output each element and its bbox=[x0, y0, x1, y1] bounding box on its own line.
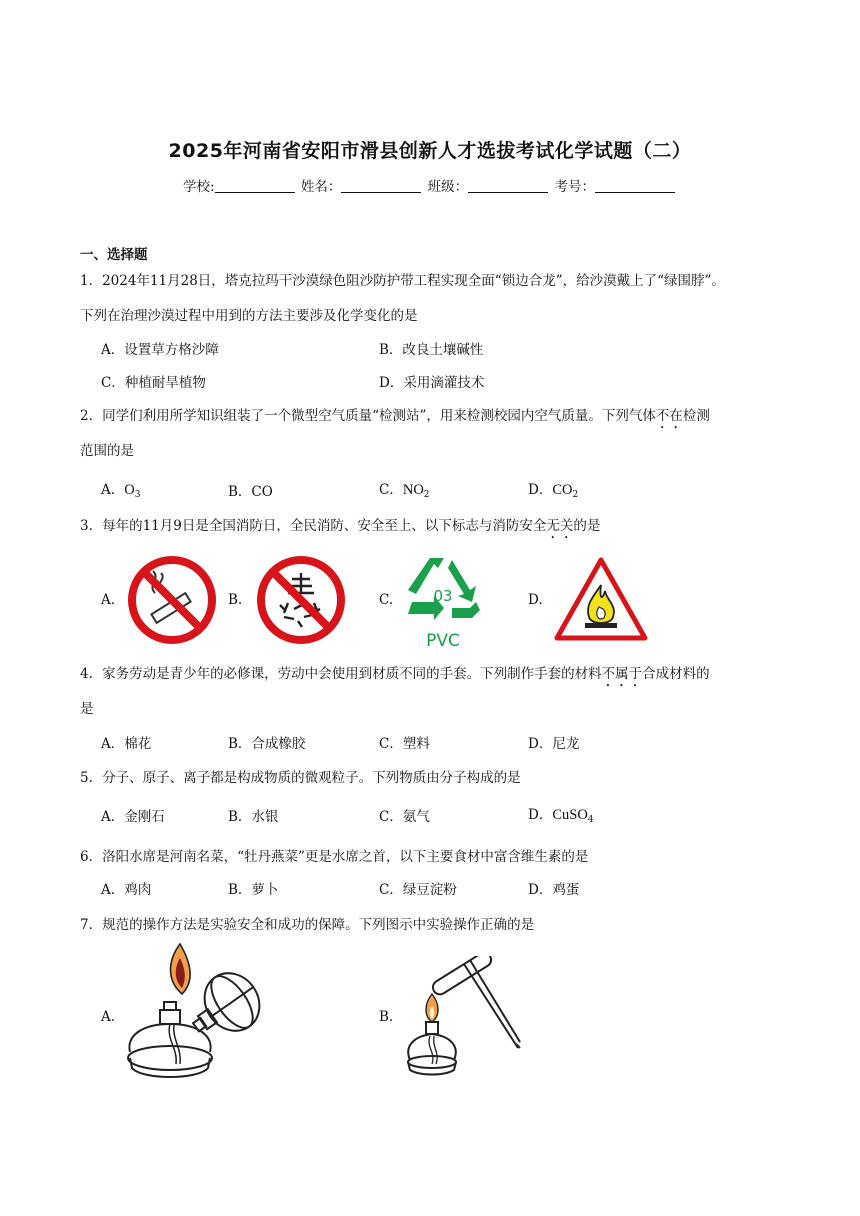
q6-option-d: D．鸡蛋 bbox=[528, 882, 580, 898]
q2-a-prefix: A． bbox=[101, 482, 125, 498]
q6-option-b: B．萝卜 bbox=[228, 882, 279, 898]
q4-option-d: D．尼龙 bbox=[528, 736, 580, 752]
student-info-row bbox=[0, 175, 860, 195]
recycle-label: PVC bbox=[426, 631, 460, 651]
q4-stem-tail: 合成材料的 bbox=[642, 666, 710, 682]
q5-d-prefix: D． bbox=[528, 807, 553, 823]
q2-stem-tail: 检测 bbox=[682, 408, 710, 424]
flammable-warning-sign-icon bbox=[553, 555, 649, 643]
q4-stem-line2: 是 bbox=[80, 701, 94, 717]
q1-option-a: A．设置草方格沙障 bbox=[101, 342, 219, 358]
q5-option-a: A．金刚石 bbox=[101, 809, 165, 825]
q5-stem: 5．分子、原子、离子都是构成物质的微观粒子。下列物质由分子构成的是 bbox=[80, 770, 521, 786]
q2-a-formula: O bbox=[124, 482, 135, 498]
q6-stem: 6．洛阳水席是河南名菜，“牡丹燕菜”更是水席之首，以下主要食材中富含维生素的是 bbox=[80, 849, 589, 865]
school-blank bbox=[215, 178, 295, 193]
q2-stem-text: 2．同学们利用所学知识组装了一个微型空气质量“检测站”，用来检测校园内空气质量。下列气体 bbox=[80, 408, 656, 424]
q2-c-formula: NO bbox=[402, 482, 424, 498]
q5-d-subscript: 4 bbox=[587, 815, 594, 825]
q2-d-subscript: 2 bbox=[572, 490, 579, 500]
q1-option-d: D．采用滴灌技术 bbox=[379, 375, 485, 391]
q2-option-b: B．CO bbox=[228, 484, 273, 500]
q2-a-subscript: 3 bbox=[134, 490, 141, 500]
name-label: 姓名： bbox=[300, 179, 342, 195]
q4-emphasis: 不属于 bbox=[601, 666, 643, 682]
name-blank bbox=[341, 178, 421, 193]
q4-option-a: A．棉花 bbox=[101, 736, 152, 752]
q2-option-c bbox=[379, 478, 430, 500]
q2-d-prefix: D． bbox=[528, 482, 553, 498]
q3-option-d-label: D. bbox=[528, 592, 543, 608]
q2-stem-line1 bbox=[80, 404, 790, 432]
q3-option-c-label: C. bbox=[379, 592, 394, 608]
q2-d-formula: CO bbox=[552, 482, 573, 498]
q7-stem: 7．规范的操作方法是实验安全和成功的保障。下列图示中实验操作正确的是 bbox=[80, 917, 535, 933]
q1-option-b: B．改良土壤碱性 bbox=[379, 342, 484, 358]
q1-stem-line1: 1．2024年11月28日，塔克拉玛干沙漠绿色阻沙防护带工程实现全面“锁边合龙”，给沙漠戴上了“绿围脖”。 bbox=[80, 273, 725, 289]
q4-stem-line1 bbox=[80, 662, 790, 690]
recycle-code: 03 bbox=[433, 587, 453, 605]
q3-stem-text: 3．每年的11月9日是全国消防日，全民消防、安全至上、以下标志与消防安全 bbox=[80, 518, 547, 534]
q7-option-a-label: A. bbox=[101, 1009, 116, 1025]
q6-option-a: A．鸡肉 bbox=[101, 882, 152, 898]
page-title: 2025年河南省安阳市滑县创新人才选拔考试化学试题（二） bbox=[168, 140, 692, 162]
section-heading: 一、选择题 bbox=[80, 247, 148, 263]
q2-option-a bbox=[101, 478, 140, 500]
pvc-recycling-symbol-icon bbox=[400, 550, 486, 652]
q1-stem-line2: 下列在治理沙漠过程中用到的方法主要涉及化学变化的是 bbox=[80, 308, 418, 324]
q5-option-c: C．氨气 bbox=[379, 809, 430, 825]
q3-stem-tail: 的是 bbox=[573, 518, 601, 534]
q6-option-c: C．绿豆淀粉 bbox=[379, 882, 457, 898]
q5-option-b: B．水银 bbox=[228, 809, 279, 825]
exam-no-blank bbox=[595, 178, 675, 193]
q3-option-a-label: A. bbox=[101, 592, 116, 608]
q3-option-b-label: B. bbox=[228, 592, 243, 608]
no-fireworks-sign-icon bbox=[254, 555, 348, 645]
q4-option-c: C．塑料 bbox=[379, 736, 430, 752]
q3-emphasis: 无关 bbox=[546, 518, 574, 534]
alcohol-lamp-lighting-lamp-illustration bbox=[122, 940, 270, 1090]
q1-option-c: C．种植耐旱植物 bbox=[101, 375, 206, 391]
q3-stem bbox=[80, 514, 790, 542]
school-label: 学校: bbox=[183, 179, 215, 195]
q2-stem-line2: 范围的是 bbox=[80, 443, 134, 459]
test-tube-heating-illustration bbox=[400, 956, 524, 1082]
q2-option-d bbox=[528, 478, 578, 500]
q4-stem-text: 4．家务劳动是青少年的必修课，劳动中会使用到材质不同的手套。下列制作手套的材料 bbox=[80, 666, 602, 682]
q5-option-d bbox=[528, 803, 594, 825]
exam-no-label: 考号： bbox=[554, 179, 595, 195]
class-blank bbox=[468, 178, 548, 193]
q2-c-subscript: 2 bbox=[423, 490, 430, 500]
q2-emphasis: 不在 bbox=[655, 408, 683, 424]
no-smoking-sign-icon bbox=[125, 555, 219, 645]
class-label: 班级： bbox=[427, 179, 469, 195]
q7-option-b-label: B. bbox=[379, 1009, 394, 1025]
q2-c-prefix: C． bbox=[379, 482, 403, 498]
q5-d-formula: CuSO bbox=[552, 807, 588, 823]
q4-option-b: B．合成橡胶 bbox=[228, 736, 306, 752]
